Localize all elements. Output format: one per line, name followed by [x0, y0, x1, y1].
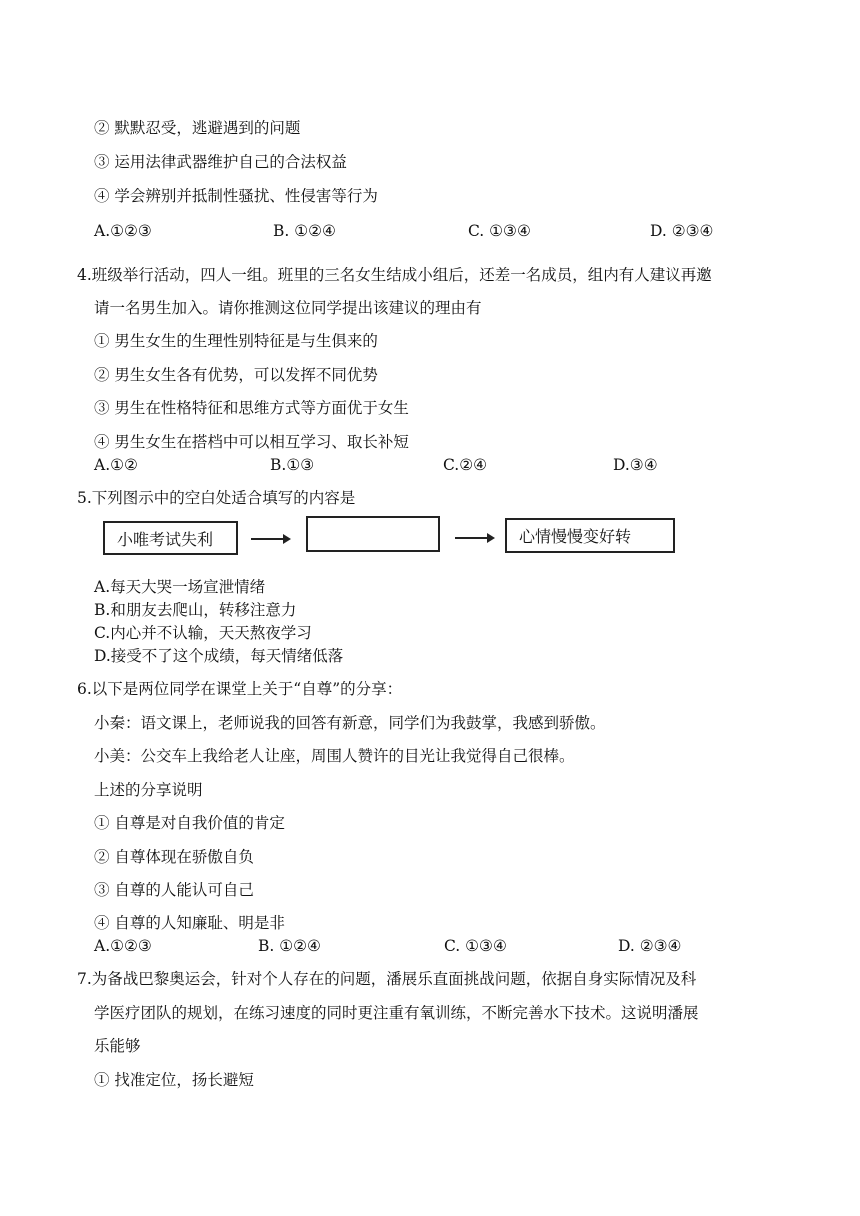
- option-a[interactable]: A.①②: [94, 456, 138, 474]
- statement: ① 男生女生的生理性别特征是与生俱来的: [94, 332, 378, 350]
- option-d[interactable]: D. ②③④: [618, 937, 682, 955]
- question-6-lead: 上述的分享说明: [94, 781, 203, 799]
- option-c[interactable]: C. ①③④: [444, 937, 507, 955]
- statement: ③ 男生在性格特征和思维方式等方面优于女生: [94, 399, 409, 417]
- statement: ③ 自尊的人能认可自己: [94, 881, 254, 899]
- option-d[interactable]: D.接受不了这个成绩，每天情绪低落: [94, 647, 344, 665]
- statement: ② 男生女生各有优势，可以发挥不同优势: [94, 366, 378, 384]
- statement: ① 找准定位，扬长避短: [94, 1071, 254, 1089]
- option-a[interactable]: A.每天大哭一场宣泄情绪: [94, 578, 266, 596]
- flow-box-start: 小唯考试失利: [103, 521, 238, 555]
- statement: ② 默默忍受，逃避遇到的问题: [94, 119, 301, 137]
- option-b[interactable]: B.和朋友去爬山，转移注意力: [94, 601, 297, 619]
- question-7-stem-cont: 乐能够: [94, 1037, 141, 1055]
- option-c[interactable]: C.内心并不认输，天天熬夜学习: [94, 624, 312, 642]
- option-d[interactable]: D. ②③④: [650, 222, 714, 240]
- statement: ④ 学会辨别并抵制性骚扰、性侵害等行为: [94, 187, 378, 205]
- option-c[interactable]: C.②④: [443, 456, 488, 474]
- statement: ④ 自尊的人知廉耻、明是非: [94, 914, 285, 932]
- question-4-stem: 4.班级举行活动，四人一组。班里的三名女生结成小组后，还差一名成员，组内有人建议再邀: [77, 266, 712, 284]
- arrow-right-icon: [455, 537, 493, 539]
- statement: ① 自尊是对自我价值的肯定: [94, 814, 285, 832]
- question-6-stem: 6.以下是两位同学在课堂上关于“自尊”的分享：: [77, 680, 403, 698]
- option-a[interactable]: A.①②③: [94, 937, 152, 955]
- option-c[interactable]: C. ①③④: [468, 222, 531, 240]
- question-7-stem-cont: 学医疗团队的规划，在练习速度的同时更注重有氧训练，不断完善水下技术。这说明潘展: [94, 1004, 699, 1022]
- arrow-right-icon: [251, 538, 289, 540]
- statement: ③ 运用法律武器维护自己的合法权益: [94, 153, 347, 171]
- quote-xiaoqin: 小秦：语文课上，老师说我的回答有新意，同学们为我鼓掌，我感到骄傲。: [94, 714, 606, 732]
- option-b[interactable]: B. ①②④: [273, 222, 336, 240]
- question-4-stem-cont: 请一名男生加入。请你推测这位同学提出该建议的理由有: [94, 299, 482, 317]
- flow-box-blank: [306, 516, 440, 552]
- question-5-stem: 5.下列图示中的空白处适合填写的内容是: [77, 489, 356, 507]
- option-b[interactable]: B.①③: [270, 456, 315, 474]
- statement: ② 自尊体现在骄傲自负: [94, 848, 254, 866]
- statement: ④ 男生女生在搭档中可以相互学习、取长补短: [94, 433, 409, 451]
- flow-box-end: 心情慢慢变好转: [505, 518, 675, 553]
- quote-xiaomei: 小美：公交车上我给老人让座，周围人赞许的目光让我觉得自己很棒。: [94, 747, 575, 765]
- option-b[interactable]: B. ①②④: [258, 937, 321, 955]
- option-d[interactable]: D.③④: [613, 456, 658, 474]
- question-7-stem: 7.为备战巴黎奥运会，针对个人存在的问题，潘展乐直面挑战问题，依据自身实际情况及科: [77, 970, 697, 988]
- option-a[interactable]: A.①②③: [94, 222, 152, 240]
